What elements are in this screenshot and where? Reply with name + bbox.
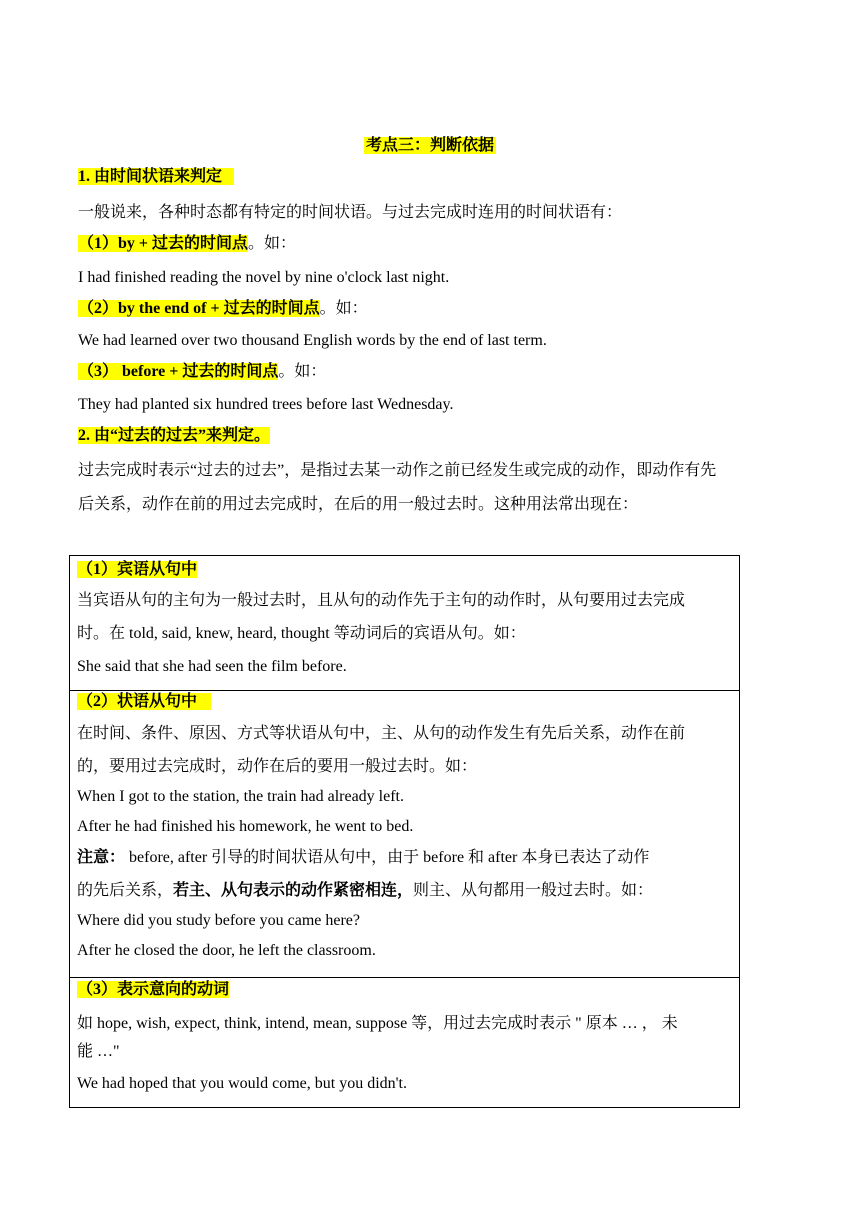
usage-table [69, 555, 740, 1108]
item-1-label: （1）by + 过去的时间点。如： [78, 235, 297, 252]
table-cell-adverbial-clause [70, 691, 740, 978]
item-3-label: （3） before + 过去的时间点。如： [78, 363, 327, 380]
row-3-example: We had hoped that you would come, but you didn't. [77, 1075, 407, 1092]
section-2-heading: 2. 由“过去的过去”来判定。 [78, 427, 271, 444]
section-1-heading: 1. 由时间状语来判定 [78, 166, 234, 188]
row-2-example-4: After he closed the door, he left the classroom. [77, 942, 376, 959]
row-1-example: She said that she had seen the film before. [77, 658, 347, 675]
row-2-example-1: When I got to the station, the train had already left. [77, 788, 404, 805]
row-2-line-2: 的，要用过去完成时，动作在后的要用一般过去时。如： [77, 758, 478, 775]
page-title: 考点三：判断依据 [365, 137, 494, 154]
row-2-example-2: After he had finished his homework, he went to bed. [77, 818, 414, 835]
table-cell-object-clause [70, 556, 740, 691]
row-1-line-2: 时。在 told, said, knew, heard, thought 等动词后的宾语从句。如： [77, 625, 526, 642]
row-2-heading: （2）状语从句中 [77, 691, 732, 713]
section-1-intro: 一般说来，各种时态都有特定的时间状语。与过去完成时连用的时间状语有： [78, 204, 623, 221]
row-3-heading: （3）表示意向的动词 [77, 981, 230, 998]
row-2-note-line-1: 注意： before, after 引导的时间状语从句中，由于 before 和 after 本身已表达了动作 [77, 849, 650, 866]
table-row [70, 978, 740, 1108]
item-3-example: They had planted six hundred trees before last Wednesday. [78, 396, 454, 413]
row-2-note-line-2: 的先后关系，若主、从句表示的动作紧密相连，则主、从句都用一般过去时。如： [77, 882, 654, 899]
row-3-line-1: 如 hope, wish, expect, think, intend, mean, suppose 等，用过去完成时表示 " 原本 … ， 未 [77, 1015, 678, 1032]
row-2-line-1: 在时间、条件、原因、方式等状语从句中，主、从句的动作发生有先后关系，动作在前 [77, 725, 686, 742]
table-cell-intention-verbs [70, 978, 740, 1108]
table-row [70, 691, 740, 978]
row-2-example-3: Where did you study before you came here? [77, 912, 360, 929]
section-2-intro-line-2: 后关系，动作在前的用过去完成时，在后的用一般过去时。这种用法常出现在： [78, 496, 639, 513]
row-1-heading: （1）宾语从句中 [77, 561, 198, 578]
item-2-example: We had learned over two thousand English words by the end of last term. [78, 332, 547, 349]
item-1-example: I had finished reading the novel by nine o'clock last night. [78, 269, 450, 286]
row-3-line-2: 能 …" [77, 1043, 120, 1060]
row-1-line-1: 当宾语从句的主句为一般过去时，且从句的动作先于主句的动作时，从句要用过去完成 [77, 592, 686, 609]
table-row [70, 556, 740, 691]
section-2-intro-line-1: 过去完成时表示“过去的过去”，是指过去某一动作之前已经发生或完成的动作，即动作有先 [78, 462, 717, 479]
item-2-label: （2）by the end of + 过去的时间点。如： [78, 300, 368, 317]
